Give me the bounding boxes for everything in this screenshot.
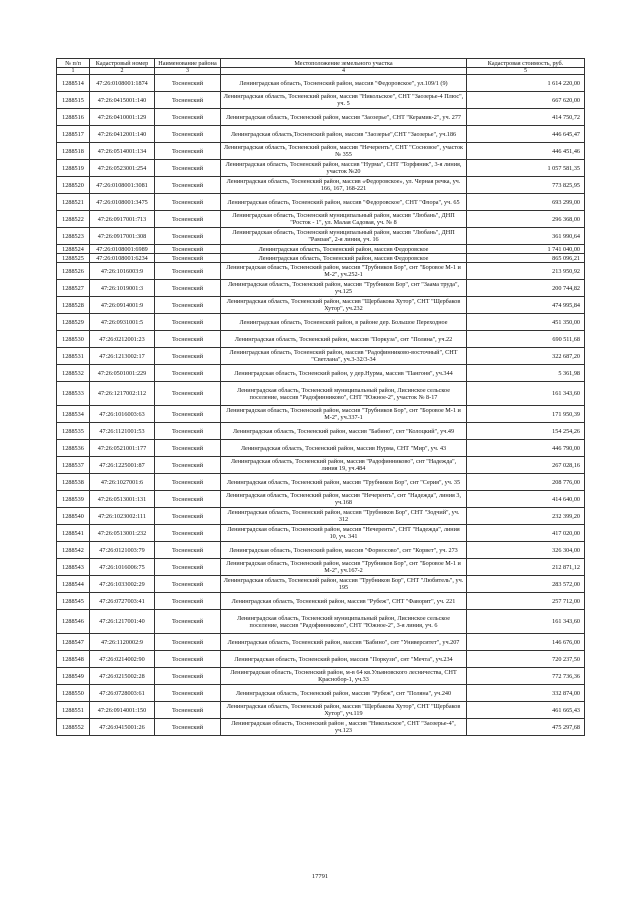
table-cell: 47:26:0917001:308 [90,228,155,245]
table-cell: 47:26:0415001:140 [90,92,155,109]
table-row [57,668,585,685]
table-cell: Тосненский [155,406,221,423]
table-cell: Ленинградская область, Тосненский район, массив "Радофинниково-восточный", СНТ "Светлана", уч.3-32/3-34 [221,348,467,365]
table-cell: 47:26:1016003:9 [90,263,155,280]
table-cell: 446 790,00 [467,440,585,457]
table-cell: 1288538 [57,474,90,491]
table-cell: 47:26:0523001:254 [90,160,155,177]
table-row [57,314,585,331]
table-cell: 213 950,92 [467,263,585,280]
table-cell: 47:26:0727003:41 [90,593,155,610]
table-cell: Ленинградская область, Тосненский район, массив "Трубников Бор", снт "Серия", уч. 35 [221,474,467,491]
table-cell: Тосненский [155,143,221,160]
table-cell: 47:26:0513001:131 [90,491,155,508]
table-cell: Ленинградская область, Тосненский район, массив "Никольское", СНТ "Заозерье-4 Плюс", уч. 5 [221,92,467,109]
table-cell: 461 665,43 [467,702,585,719]
table-cell: 208 776,00 [467,474,585,491]
table-cell: Тосненский [155,542,221,559]
table-cell: 865 096,21 [467,254,585,263]
table-cell: 667 620,00 [467,92,585,109]
table-cell: Тосненский [155,440,221,457]
table-cell: Ленинградская область, Тосненский район, массив "Трубников Бор", снт "Боровое М-1 и М-2", уч.252-1 [221,263,467,280]
table-cell: Тосненский [155,109,221,126]
table-cell: 47:26:0917001:713 [90,211,155,228]
table-cell: Ленинградская область, Тосненский район, массив "Трубников Бор", СНТ "Зодчий", уч. 312 [221,508,467,525]
table-row [57,474,585,491]
table-cell: Ленинградская область, Тосненский район, массив "Поркузи", снт "Мечта", уч.234 [221,651,467,668]
table-cell: Ленинградская область, Тосненский район, массив "Трубников Бор", СНТ "Любитель", уч. 195 [221,576,467,593]
table-cell: 267 028,16 [467,457,585,474]
table-cell: 1288516 [57,109,90,126]
table-cell: 47:26:0121003:79 [90,542,155,559]
table-cell: Тосненский [155,194,221,211]
table-cell: Ленинградская область, Тосненский район, массив "Федоровское", СНТ "Флора", уч. 65 [221,194,467,211]
table-cell: 1288542 [57,542,90,559]
table-cell: 283 572,00 [467,576,585,593]
table-cell: Ленинградская область, Тосненский район, массив Нурма, СНТ "Мир", уч. 43 [221,440,467,457]
table-cell: 1288515 [57,92,90,109]
table-cell: 47:26:1016006:75 [90,559,155,576]
table-row [57,194,585,211]
table-cell: Тосненский [155,668,221,685]
table-cell: Тосненский [155,365,221,382]
table-cell: 47:26:1217002:112 [90,382,155,406]
table-body [57,75,585,736]
table-cell: Ленинградская область, Тосненский район, массив Федоровское [221,245,467,254]
table-cell: Ленинградская область, Тосненский район, массив "Федоровское", ул.109/1 (9) [221,75,467,92]
table-cell: 47:26:0521001:177 [90,440,155,457]
header-cell: Кадастровый номер [90,59,155,68]
table-cell: Тосненский [155,593,221,610]
table-cell: 1288548 [57,651,90,668]
table-cell: 1288549 [57,668,90,685]
table-row [57,719,585,736]
table-cell: 47:26:0914001:9 [90,297,155,314]
table-cell: 1288526 [57,263,90,280]
table-cell: 1288541 [57,525,90,542]
table-row [57,542,585,559]
table-row [57,610,585,634]
table-cell: Ленинградская область, Тосненский район, массив «Федоровское», ул. Черная речка, уч. 166, 167, 168-221 [221,177,467,194]
table-cell: 47:26:1217001:40 [90,610,155,634]
header-cell: Местоположение земельного участка [221,59,467,68]
column-number: 1 [57,68,90,75]
table-cell: 1288546 [57,610,90,634]
table-cell: 200 744,82 [467,280,585,297]
table-cell: 1288537 [57,457,90,474]
table-cell: Ленинградская область, Тосненский район, массив "Трубников Бор", снт "Боровое М-1 и М-2", уч.167-2 [221,559,467,576]
table-row [57,331,585,348]
table-cell: 47:26:1213002:17 [90,348,155,365]
table-cell: Тосненский [155,525,221,542]
table-cell: Ленинградская область, Тосненский район, в районе дер. Большое Переходное [221,314,467,331]
table-cell: 475 297,68 [467,719,585,736]
table-cell: 1288547 [57,634,90,651]
table-row [57,160,585,177]
column-number: 2 [90,68,155,75]
table-cell: 47:26:0412001:140 [90,126,155,143]
table-cell: 693 299,00 [467,194,585,211]
table-cell: 1288536 [57,440,90,457]
table-row [57,254,585,263]
table-cell: 161 343,60 [467,610,585,634]
table-cell: Ленинградская область, Тосненский район, массив "Форносово", снт "Корвет", уч. 273 [221,542,467,559]
table-row [57,559,585,576]
table-cell: Ленинградская область, Тосненский район, м-в 64 кв.Ульяновского лесничества, СНТ Краснобор-1, уч.33 [221,668,467,685]
table-cell: 47:26:1120002:9 [90,634,155,651]
table-row [57,109,585,126]
cadastral-table [56,58,585,736]
table-cell: Ленинградская область, Тосненский район, у дер.Нурма, массив "Пангоня", уч.344 [221,365,467,382]
table-cell: 1288528 [57,297,90,314]
table-row [57,702,585,719]
table-cell: Тосненский [155,126,221,143]
table-cell: 1288517 [57,126,90,143]
table-cell: 720 237,50 [467,651,585,668]
table-row [57,491,585,508]
table-row [57,365,585,382]
table-row [57,177,585,194]
table-cell: 1288544 [57,576,90,593]
table-cell: 212 871,12 [467,559,585,576]
table-cell: Тосненский [155,576,221,593]
table-cell: Ленинградская область, Тосненский район, массив "Бабино", снт "Колоцкий", уч.49 [221,423,467,440]
table-cell: Тосненский [155,491,221,508]
table-row [57,576,585,593]
table-cell: 446 645,47 [467,126,585,143]
table-cell: 474 995,84 [467,297,585,314]
table-cell: 47:26:0108001:6234 [90,254,155,263]
table-cell: 326 304,00 [467,542,585,559]
header-cell: Наименование района [155,59,221,68]
table-cell: Тосненский [155,314,221,331]
document-page [56,58,584,736]
table-cell: Ленинградская область, Тосненский район, массив "Щербакова Хутор", СНТ "Щербаков Хутор", уч.119 [221,702,467,719]
table-cell: Тосненский [155,651,221,668]
table-cell: Ленинградская область, Тосненский район, массив "Щербакова Хутор", СНТ "Щербаков Хутор", уч.232 [221,297,467,314]
table-cell: Тосненский [155,457,221,474]
table-cell: Тосненский [155,160,221,177]
table-row [57,92,585,109]
table-cell: 47:26:0214002:90 [90,651,155,668]
table-cell: Тосненский [155,331,221,348]
table-cell: 1 057 581,35 [467,160,585,177]
table-cell: Тосненский [155,263,221,280]
table-cell: 1288525 [57,254,90,263]
table-cell: 1288532 [57,365,90,382]
table-cell: Тосненский [155,508,221,525]
table-cell: Ленинградская область, Тосненский район, массив "Нечеренть", снт "Надежда", линия 3, уч.168 [221,491,467,508]
table-cell: 361 990,64 [467,228,585,245]
table-cell: Ленинградская область, Тосненский район, массив Федоровское [221,254,467,263]
table-cell: Тосненский [155,423,221,440]
table-cell: 47:26:1225001:87 [90,457,155,474]
table-row [57,457,585,474]
table-cell: 1288524 [57,245,90,254]
table-cell: 1288550 [57,685,90,702]
table-cell: Ленинградская область, Тосненский муниципальный район, Лисинское сельское поселение, массив "Радофинниково", СНТ "Южное-2", участок № 8-17 [221,382,467,406]
table-cell: 47:26:1019001:3 [90,280,155,297]
table-cell: 1288543 [57,559,90,576]
table-cell: 1288540 [57,508,90,525]
table-cell: 47:26:1121001:53 [90,423,155,440]
table-cell: 1288552 [57,719,90,736]
table-cell: Тосненский [155,245,221,254]
table-cell: Ленинградская область, Тосненский район, массив "Радофинниково", снт "Надежда", линия 19, уч.484 [221,457,467,474]
table-cell: Ленинградская область, Тосненский район, массив "Поркуза", снт "Поляна", уч.22 [221,331,467,348]
table-cell: Тосненский [155,254,221,263]
table-cell: 1288521 [57,194,90,211]
table-cell: Ленинградская область, Тосненский район, массив "Нечеренть", СНТ "Надежда", линия 10, уч. 341 [221,525,467,542]
table-cell: 47:26:0108001:1874 [90,75,155,92]
table-cell: 322 687,20 [467,348,585,365]
table-cell: 1288533 [57,382,90,406]
table-cell: Тосненский [155,559,221,576]
table-cell: Ленинградская область,Тосненский район, массив "Заозерье",СНТ "Заозерье", уч.186 [221,126,467,143]
table-cell: 257 712,00 [467,593,585,610]
table-cell: Тосненский [155,92,221,109]
table-cell: 47:26:0108001:3475 [90,194,155,211]
table-cell: 690 511,68 [467,331,585,348]
header-row [57,59,585,68]
table-cell: 1 614 220,00 [467,75,585,92]
table-cell: 1288529 [57,314,90,331]
table-cell: Тосненский [155,297,221,314]
table-row [57,126,585,143]
table-cell: Тосненский [155,280,221,297]
table-cell: Ленинградская область, Тосненский район, массив "Рубеж", СНТ "Фаворит", уч. 221 [221,593,467,610]
table-row [57,685,585,702]
table-row [57,440,585,457]
column-number: 5 [467,68,585,75]
table-cell: 1288531 [57,348,90,365]
table-cell: 161 343,60 [467,382,585,406]
table-row [57,297,585,314]
table-cell: Тосненский [155,177,221,194]
table-cell: 47:26:0410001:129 [90,109,155,126]
table-cell: 1288519 [57,160,90,177]
table-cell: 47:26:0108001:3081 [90,177,155,194]
table-row [57,593,585,610]
table-row [57,382,585,406]
table-cell: 1288534 [57,406,90,423]
table-cell: 446 451,46 [467,143,585,160]
table-cell: 296 368,00 [467,211,585,228]
table-cell: 414 640,00 [467,491,585,508]
table-cell: 47:26:1033002:29 [90,576,155,593]
table-cell: Тосненский [155,702,221,719]
table-cell: 451 350,00 [467,314,585,331]
table-cell: Ленинградская область, Тосненский район, массив "Бабино", снт "Университет", уч.207 [221,634,467,651]
header-cell: Кадастровая стоимость, руб. [467,59,585,68]
table-cell: Тосненский [155,228,221,245]
column-number: 4 [221,68,467,75]
table-cell: 47:26:0215002:28 [90,668,155,685]
table-row [57,245,585,254]
table-cell: 47:26:1027001:6 [90,474,155,491]
table-row [57,423,585,440]
table-cell: 47:26:1016003:63 [90,406,155,423]
header-cell: № п/п [57,59,90,68]
table-cell: 772 736,36 [467,668,585,685]
table-row [57,263,585,280]
table-cell: 1288522 [57,211,90,228]
table-cell: 171 950,39 [467,406,585,423]
table-cell: 146 676,00 [467,634,585,651]
table-cell: Ленинградская область, Тосненский муниципальный район, массив "Любань", ДНП "Росток - 1", ул. Малая Садовая, уч. № 8 [221,211,467,228]
table-row [57,228,585,245]
column-number: 3 [155,68,221,75]
table-cell: 1288551 [57,702,90,719]
table-cell: 1288539 [57,491,90,508]
table-cell: 773 825,95 [467,177,585,194]
table-cell: 1 741 040,00 [467,245,585,254]
table-cell: 47:26:0514001:134 [90,143,155,160]
table-cell: 414 750,72 [467,109,585,126]
table-cell: 5 361,98 [467,365,585,382]
table-cell: Ленинградская область, Тосненский район, массив "Нечеренть", СНТ "Сосновое", участок № 355 [221,143,467,160]
column-number-row [57,68,585,75]
table-cell: Тосненский [155,348,221,365]
table-cell: Тосненский [155,610,221,634]
table-cell: 47:26:0108001:6989 [90,245,155,254]
table-cell: 1288518 [57,143,90,160]
table-cell: 47:26:1023002:111 [90,508,155,525]
table-cell: 1288545 [57,593,90,610]
table-row [57,651,585,668]
table-cell: 154 254,26 [467,423,585,440]
table-row [57,634,585,651]
table-cell: Тосненский [155,474,221,491]
table-cell: Ленинградская область, Тосненский район, массив "Нурма", СНТ "Торфяник", 3-я линия, участок №20 [221,160,467,177]
table-cell: 1288527 [57,280,90,297]
table-cell: Ленинградская область, Тосненский район , массив "Никольское", СНТ "Заозерье-4", уч.123 [221,719,467,736]
table-row [57,280,585,297]
table-cell: 47:26:0415001:26 [90,719,155,736]
table-cell: Тосненский [155,211,221,228]
table-cell: 232 399,20 [467,508,585,525]
table-cell: Ленинградская область, Тосненский муниципальный район, массив "Любань", ДНП "Рамзая", 2-я линия, уч. 16 [221,228,467,245]
table-cell: 47:26:0931001:5 [90,314,155,331]
table-cell: 417 020,00 [467,525,585,542]
table-cell: 1288514 [57,75,90,92]
table-cell: Ленинградская область, Тосненский район, массив "Трубников Бор", снт "Заама труда", уч.125 [221,280,467,297]
table-cell: Ленинградская область, Тосненский район, массив "Трубников Бор", снт "Боровое М-1 и М-2", уч.337-1 [221,406,467,423]
table-cell: Ленинградская область, Тосненский район, массив "Заозерье", СНТ "Керамик-2", уч. 277 [221,109,467,126]
table-cell: 332 874,00 [467,685,585,702]
table-cell: Тосненский [155,382,221,406]
table-cell: 47:26:0501001:229 [90,365,155,382]
table-cell: Ленинградская область, Тосненский муниципальный район, Лисинское сельское поселение, массив "Радофинниково", СНТ "Южное-2", 3-я линия, уч. 6 [221,610,467,634]
table-row [57,75,585,92]
table-cell: Тосненский [155,75,221,92]
table-row [57,525,585,542]
table-cell: 1288530 [57,331,90,348]
table-row [57,406,585,423]
table-cell: 1288523 [57,228,90,245]
table-row [57,211,585,228]
table-row [57,348,585,365]
table-cell: 47:26:0513001:232 [90,525,155,542]
table-cell: 47:26:0728003:61 [90,685,155,702]
table-row [57,508,585,525]
table-cell: Тосненский [155,719,221,736]
table-cell: 1288535 [57,423,90,440]
page-number: 17791 [311,873,329,880]
table-cell: 47:26:0212001:23 [90,331,155,348]
table-cell: Тосненский [155,685,221,702]
table-cell: 47:26:0914001:150 [90,702,155,719]
table-row [57,143,585,160]
table-cell: Ленинградская область, Тосненский район, массив "Рубеж", снт "Полянa", уч.240 [221,685,467,702]
table-cell: 1288520 [57,177,90,194]
table-cell: Тосненский [155,634,221,651]
